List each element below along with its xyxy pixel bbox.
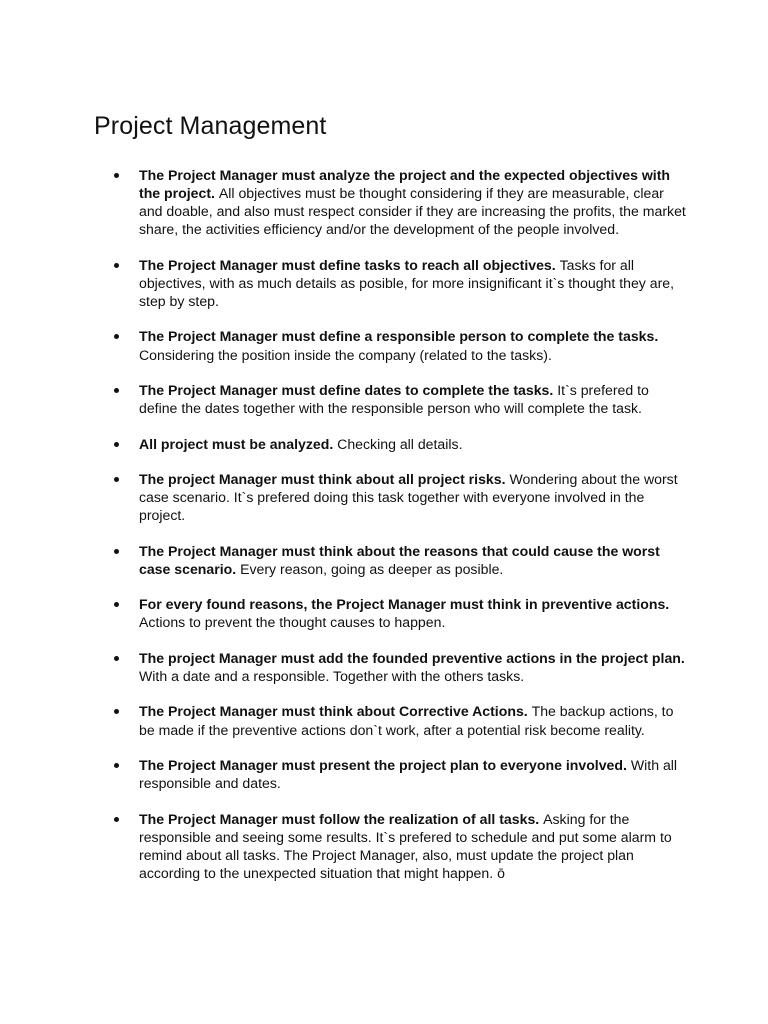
item-body-text: Every reason, going as deeper as posible. [240,560,504,577]
item-body-text: Actions to prevent the thought causes to happen. [139,614,446,631]
bullet-icon [114,817,119,822]
bullet-icon [114,263,119,268]
item-body-text: All objectives must be thought considering if they are measurable, clear and doable, and also must respect consider if they are increasing the profits, the market share, the activities efficiency and/or the development of the people involved. [139,185,686,238]
bullet-icon [114,334,119,339]
bullet-icon [114,442,119,447]
item-lead-text: The Project Manager must define tasks to reach all objectives. [139,256,560,273]
bullet-icon [114,173,119,178]
bullet-icon [114,549,119,554]
item-lead-text: The Project Manager must define a responsible person to complete the tasks. [139,328,659,345]
item-body-text: Tasks for all objectives, with as much details as posible, for more insignificant it`s thought they are, step by step. [139,256,675,309]
document-title: Project Management [94,112,327,140]
list-item [110,256,686,310]
item-lead-text: The Project Manager must think about the reasons that could cause the worst case scenario. [139,542,660,577]
item-lead-text: The Project Manager must think about Corrective Actions. [139,703,532,720]
item-body-text: Wondering about the worst case scenario. It`s prefered doing this task together with everyone involved in the project. [139,471,678,524]
item-body-text: Considering the position inside the company (related to the tasks). [139,346,552,363]
item-body-text: The backup actions, to be made if the preventive actions don`t work, after a potential risk become reality. [139,703,674,738]
list-item [110,756,686,792]
list-item [110,649,686,685]
list-item [110,435,686,453]
item-lead-text: The Project Manager must define dates to complete the tasks. [139,382,558,399]
item-lead-text: The project Manager must think about all project risks. [139,471,510,488]
bullet-icon [114,388,119,393]
item-lead-text: All project must be analyzed. [139,435,338,452]
list-item [110,470,686,524]
list-item [110,327,686,363]
item-lead-text: The Project Manager must analyze the project and the expected objectives with the project. [139,167,671,202]
list-item [110,166,686,238]
list-item [110,595,686,631]
bullet-list [110,166,686,899]
bullet-icon [114,477,119,482]
item-body-text: With all responsible and dates. [139,757,678,792]
bullet-icon [114,763,119,768]
item-lead-text: The Project Manager must present the project plan to everyone involved. [139,757,631,774]
bullet-icon [114,602,119,607]
item-lead-text: The Project Manager must follow the realization of all tasks. [139,810,544,827]
item-body-text: With a date and a responsible. Together with the others tasks. [139,668,525,684]
item-lead-text: The project Manager must add the founded preventive actions in the project plan. [139,649,685,666]
item-body-text: It`s prefered to define the dates together with the responsible person who will complete the task. [139,382,649,417]
item-lead-text: For every found reasons, the Project Manager must think in preventive actions. [139,596,670,613]
item-body-text: Checking all details. [337,435,463,452]
list-item [110,810,686,882]
bullet-icon [114,709,119,714]
item-body-text: Asking for the responsible and seeing some results. It`s prefered to schedule and put some alarm to remind about all tasks. The Project Manager, also, must update the project plan according to the unexpected situation that might happen. ō [139,810,672,881]
list-item [110,381,686,417]
list-item [110,542,686,578]
bullet-icon [114,656,119,661]
list-item [110,702,686,738]
